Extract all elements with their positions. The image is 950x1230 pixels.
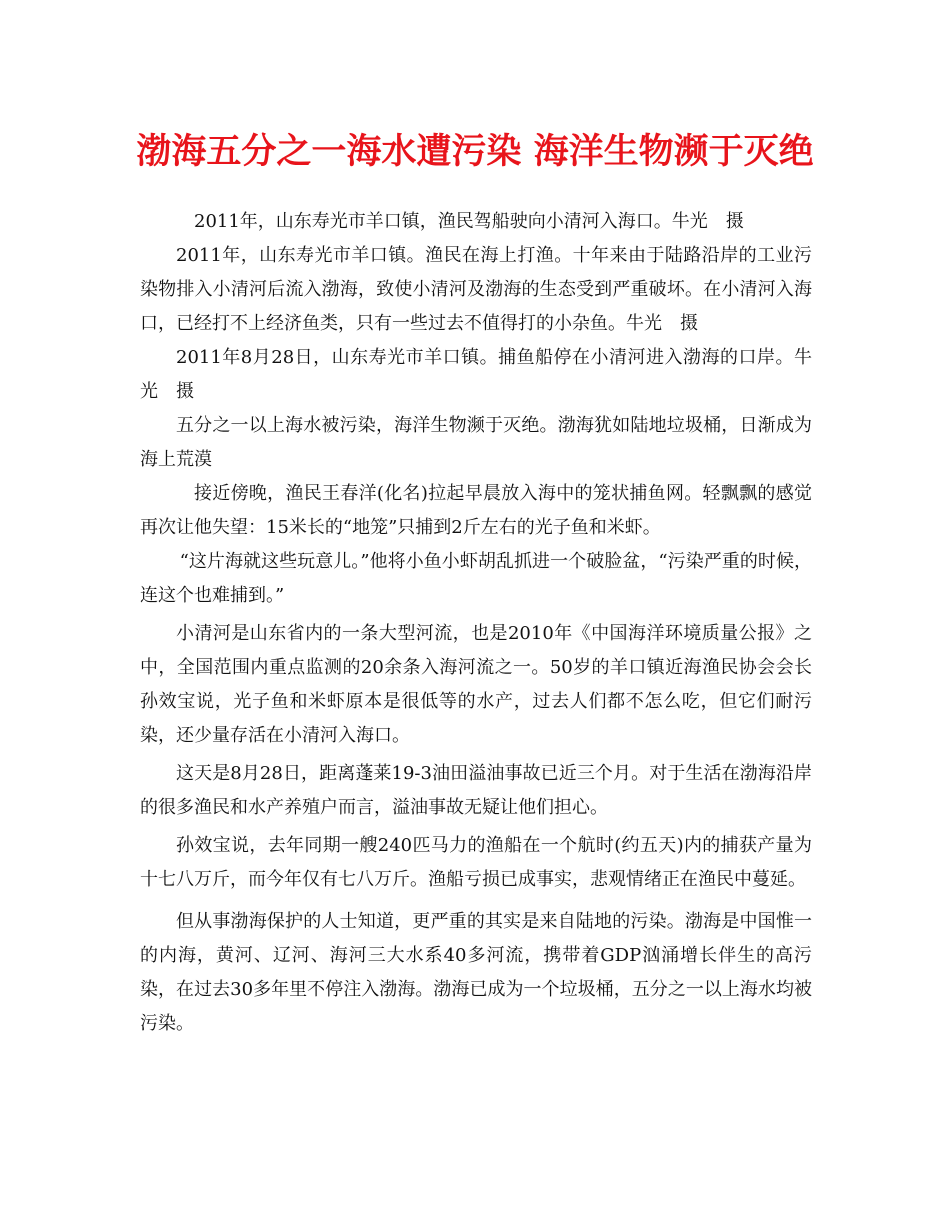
article-paragraph: 孙效宝说，去年同期一艘240匹马力的渔船在一个航时(约五天)内的捕获产量为十七八万斤，而今年仅有七八万斤。渔船亏损已成事实，悲观情绪正在渔民中蔓延。 bbox=[140, 835, 812, 890]
article-paragraph: “这片海就这些玩意儿。”他将小鱼小虾胡乱抓进一个破脸盆，“污染严重的时候，连这个也难捕到。” bbox=[140, 551, 812, 606]
article-paragraph: 接近傍晚，渔民王春洋(化名)拉起早晨放入海中的笼状捕鱼网。轻飘飘的感觉再次让他失望：15米长的“地笼”只捕到2斤左右的光子鱼和米虾。 bbox=[140, 483, 812, 538]
article-body bbox=[140, 205, 812, 1041]
article-paragraph: 这天是8月28日，距离蓬莱19-3油田溢油事故已近三个月。对于生活在渤海沿岸的很多渔民和水产养殖户而言，溢油事故无疑让他们担心。 bbox=[140, 763, 812, 818]
article-paragraph: 小清河是山东省内的一条大型河流，也是2010年《中国海洋环境质量公报》之中，全国范围内重点监测的20余条入海河流之一。50岁的羊口镇近海渔民协会会长孙效宝说，光子鱼和米虾原本是很低等的水产，过去人们都不怎么吃，但它们耐污染，还少量存活在小清河入海口。 bbox=[140, 623, 812, 746]
photo-caption-1: 2011年，山东寿光市羊口镇，渔民驾船驶向小清河入海口。牛光 摄 bbox=[194, 211, 744, 232]
article-summary: 五分之一以上海水被污染，海洋生物濒于灭绝。渤海犹如陆地垃圾桶，日渐成为海上荒漠 bbox=[140, 415, 812, 470]
photo-caption-3: 2011年8月28日，山东寿光市羊口镇。捕鱼船停在小清河进入渤海的口岸。牛光 摄 bbox=[140, 347, 812, 402]
photo-caption-2: 2011年，山东寿光市羊口镇。渔民在海上打渔。十年来由于陆路沿岸的工业污染物排入小清河后流入渤海，致使小清河及渤海的生态受到严重破坏。在小清河入海口，已经打不上经济鱼类，只有一些过去不值得打的小杂鱼。牛光 摄 bbox=[140, 245, 812, 334]
article-title: 渤海五分之一海水遭污染 海洋生物濒于灭绝 bbox=[136, 131, 814, 172]
article-paragraph: 但从事渤海保护的人士知道，更严重的其实是来自陆地的污染。渤海是中国惟一的内海，黄河、辽河、海河三大水系40多河流，携带着GDP汹涌增长伴生的高污染，在过去30多年里不停注入渤海。渤海已成为一个垃圾桶，五分之一以上海水均被污染。 bbox=[140, 911, 812, 1034]
